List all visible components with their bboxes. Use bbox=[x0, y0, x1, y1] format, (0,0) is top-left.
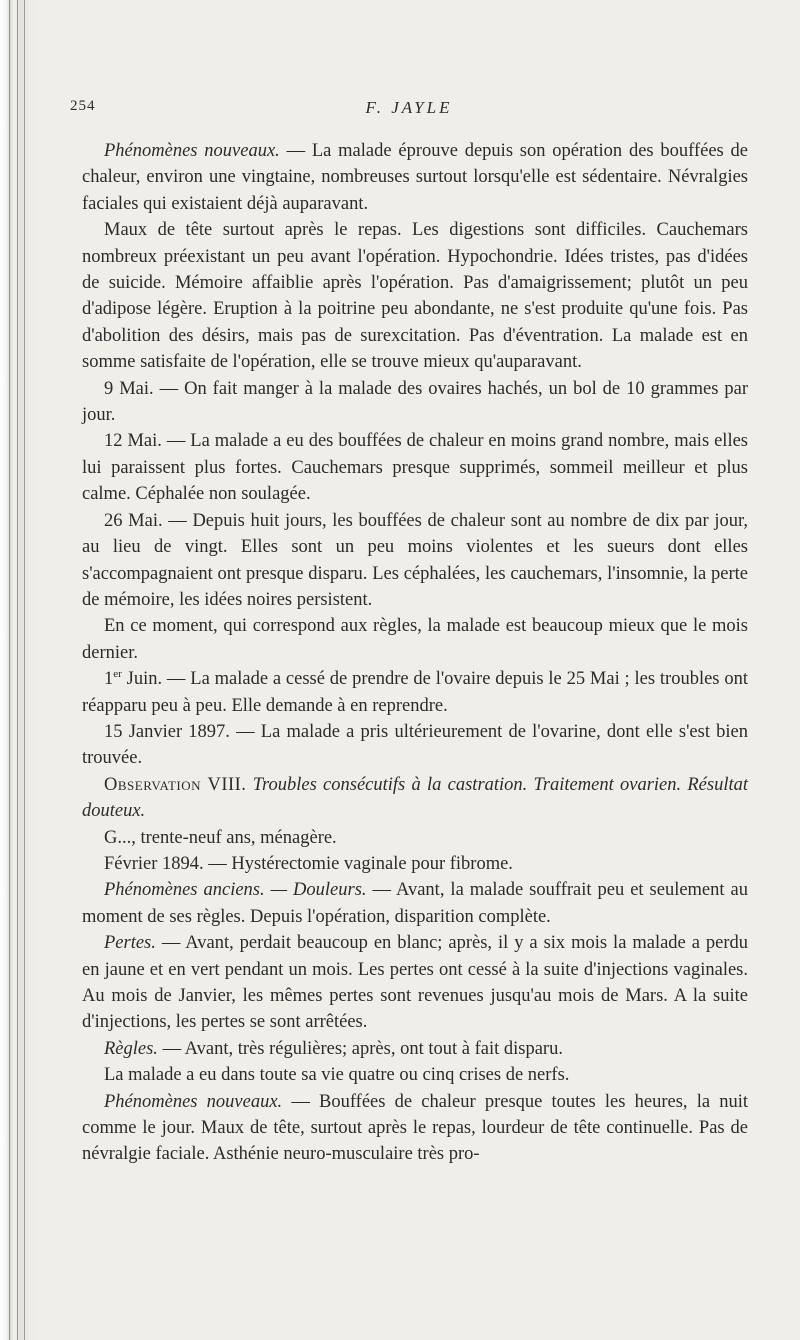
paragraph bbox=[82, 825, 748, 851]
binding-line bbox=[9, 0, 10, 1340]
paragraph-text: Maux de tête surtout après le repas. Les digestions sont difficiles. Cauchemars nombreux préexistant un peu avant l'opération. Hypochondrie. Idées tristes, pas d'idées de suicide. Mémoire affaiblie après l'opération. Pas d'amaigrissement; plutôt un peu d'adipose légère. Eruption à la poitrine peu abondante, ne s'est produite qu'une fois. Pas d'abolition des désirs, mais pas de surexcitation. Pas d'éventration. La malade est en somme satisfaite de l'opération, elle se trouve mieux qu'auparavant. bbox=[82, 220, 748, 373]
paragraph bbox=[82, 138, 748, 217]
paragraph-text: G..., trente-neuf ans, ménagère. bbox=[104, 827, 337, 848]
ordinal-suffix: er bbox=[113, 667, 122, 680]
paragraph-lead: Phénomènes anciens. — Douleurs. bbox=[104, 880, 367, 901]
observation-heading bbox=[82, 772, 748, 825]
observation-label: Observation VIII. bbox=[104, 774, 247, 795]
paragraph-text: 26 Mai. — Depuis huit jours, les bouffées de chaleur sont au nombre de dix par jour, au lieu de vingt. Elles sont un peu moins violentes et les sueurs dont elles s'accompagnaient ont presque disparu. Les céphalées, les cauchemars, l'insomnie, la perte de mémoire, les idées noires persistent. bbox=[82, 510, 748, 610]
paragraph-text: — Avant, la malade souffrait peu et seulement au moment de ses règles. Depuis l'opération, disparition complète. bbox=[82, 880, 748, 927]
paragraph-text: 15 Janvier 1897. — La malade a pris ultérieurement de l'ovarine, dont elle s'est bien trouvée. bbox=[82, 721, 748, 769]
page-header bbox=[70, 98, 748, 122]
paragraph-text: Février 1894. — Hystérectomie vaginale pour fibrome. bbox=[104, 853, 513, 874]
paragraph-lead: Phénomènes nouveaux. bbox=[104, 141, 280, 161]
binding-line bbox=[17, 0, 18, 1340]
paragraph bbox=[82, 613, 748, 666]
paragraph bbox=[82, 1036, 748, 1062]
paragraph-text: — Avant, très régulières; après, ont tout à fait disparu. bbox=[157, 1038, 563, 1059]
paragraph bbox=[82, 1062, 748, 1088]
paragraph-lead: Pertes. bbox=[104, 933, 156, 954]
paragraph-text: La malade a eu dans toute sa vie quatre ou cinq crises de nerfs. bbox=[104, 1065, 570, 1086]
paragraph-lead: Règles. bbox=[104, 1038, 158, 1059]
paragraph bbox=[82, 428, 748, 507]
paragraph-text: — Avant, perdait beaucoup en blanc; après, il y a six mois la malade a perdu en jaune et en vert pendant un mois. Les pertes ont cessé à la suite d'injections vaginales. Au mois de Janvier, les mêmes pertes sont revenues jusqu'au mois de Mars. A la suite d'injections, les pertes se sont arrêtées. bbox=[82, 933, 748, 1033]
paragraph-text: — Bouffées de chaleur presque toutes les heures, la nuit comme le jour. Maux de tête, surtout après le repas, lourdeur de tête continuelle. Pas de névralgie faciale. Asthénie neuro-musculaire très pro- bbox=[82, 1091, 748, 1165]
date-number: 1 bbox=[104, 669, 114, 690]
paragraph bbox=[82, 851, 748, 877]
paragraph-text: Juin. — La malade a cessé de prendre de l'ovaire depuis le 25 Mai ; les troubles ont réapparu peu à peu. Elle demande à en reprendre. bbox=[82, 669, 748, 716]
paragraph-text: 12 Mai. — La malade a eu des bouffées de chaleur en moins grand nombre, mais elles lui paraissent plus fortes. Cauchemars presque supprimés, sommeil meilleur et plus calme. Céphalée non soulagée. bbox=[82, 431, 748, 505]
binding-line bbox=[24, 0, 25, 1340]
paragraph-text: En ce moment, qui correspond aux règles, la malade est beaucoup mieux que le mois dernier. bbox=[82, 616, 748, 663]
running-head: F. JAYLE bbox=[365, 98, 453, 117]
paragraph-text: 9 Mai. — On fait manger à la malade des ovaires hachés, un bol de 10 grammes par jour. bbox=[82, 378, 748, 426]
paragraph bbox=[82, 666, 748, 719]
paragraph bbox=[82, 719, 748, 772]
paragraph bbox=[82, 877, 748, 930]
book-binding-edge bbox=[0, 0, 36, 1340]
paragraph bbox=[82, 217, 748, 375]
paragraph bbox=[82, 930, 748, 1036]
paragraph-text: — La malade éprouve depuis son opération des bouffées de chaleur, environ une vingtaine, nombreuses surtout lorsqu'elle est sédentaire. Névralgies faciales qui existaient déjà auparavant. bbox=[82, 141, 748, 214]
observation-title: Troubles consécutifs à la castration. Traitement ovarien. Résultat douteux. bbox=[82, 774, 749, 822]
page-body bbox=[82, 138, 748, 1168]
paragraph-lead: Phénomènes nouveaux. bbox=[104, 1091, 283, 1112]
paragraph bbox=[82, 1089, 748, 1168]
paragraph bbox=[82, 376, 748, 429]
page-number: 254 bbox=[70, 98, 96, 114]
paragraph bbox=[82, 508, 748, 614]
